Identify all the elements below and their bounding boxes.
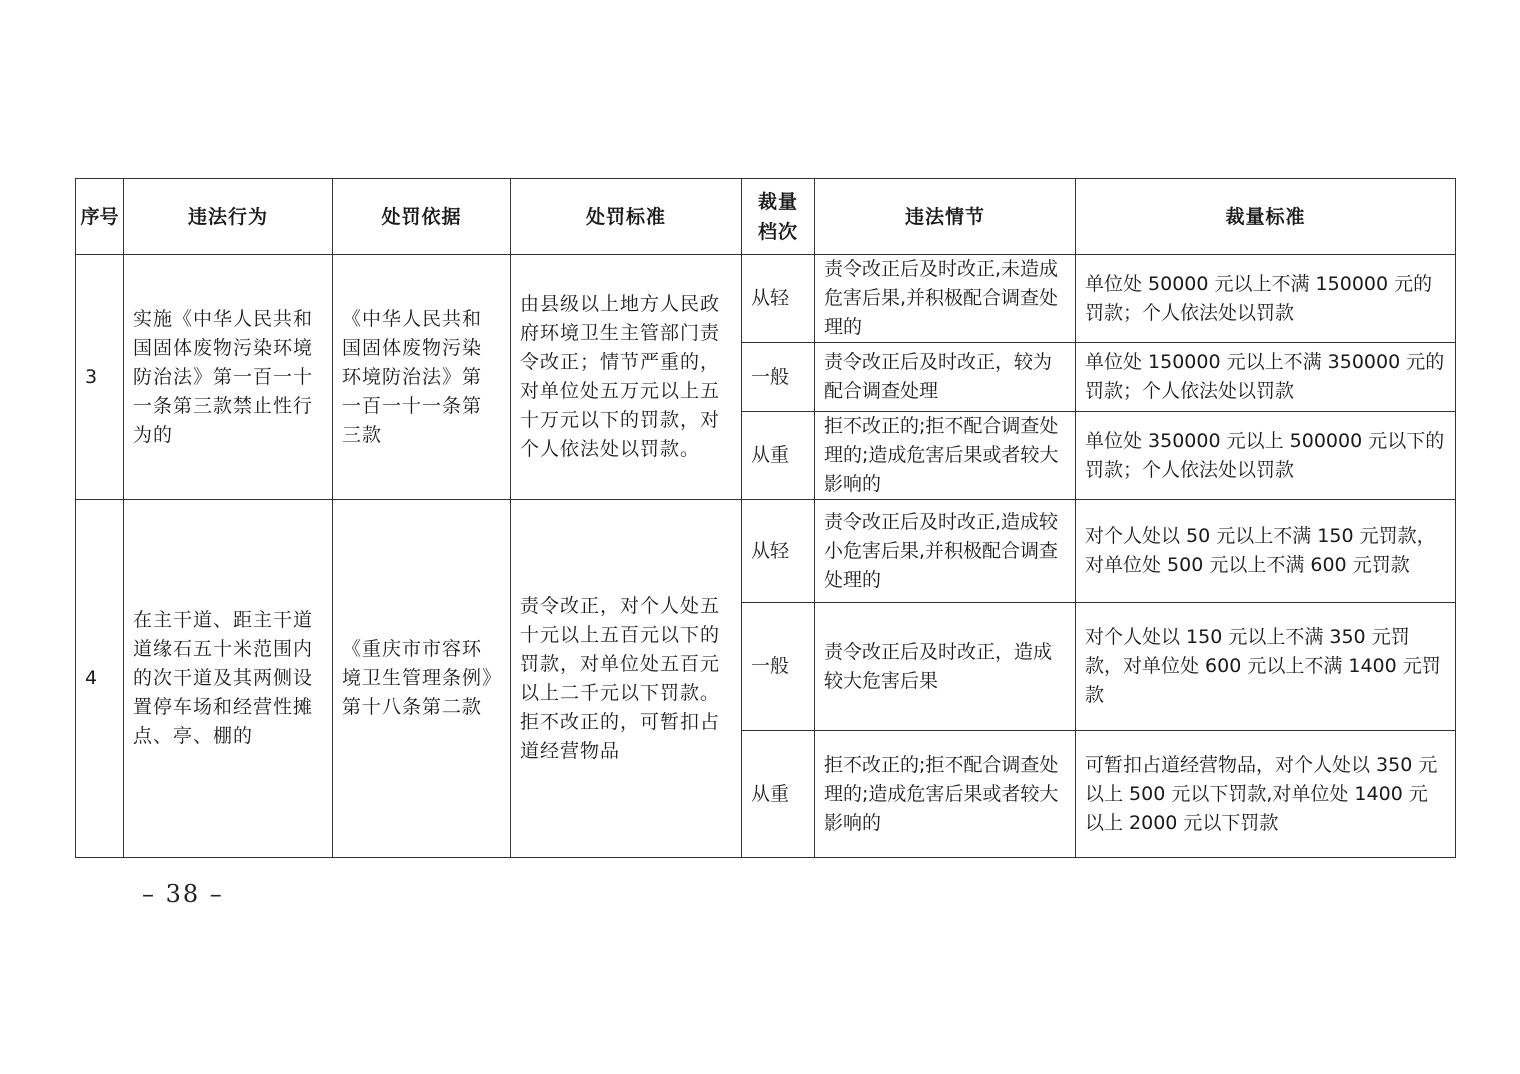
tier-level: 从重 <box>742 731 815 858</box>
tier-level: 一般 <box>742 603 815 731</box>
tier-level: 从轻 <box>742 255 815 343</box>
table-row <box>76 255 1456 343</box>
row-basis: 《重庆市市容环境卫生管理条例》第十八条第二款 <box>333 500 511 858</box>
tier-discretion: 对个人处以 50 元以上不满 150 元罚款，对单位处 500 元以上不满 600 元罚款 <box>1076 500 1456 603</box>
header-circumstance: 违法情节 <box>815 179 1076 255</box>
row-seq: 3 <box>76 255 124 500</box>
row-standard: 由县级以上地方人民政府环境卫生主管部门责令改正；情节严重的，对单位处五万元以上五十万元以下的罚款，对个人依法处以罚款。 <box>511 255 742 500</box>
tier-level: 一般 <box>742 343 815 412</box>
tier-discretion: 单位处 150000 元以上不满 350000 元的罚款；个人依法处以罚款 <box>1076 343 1456 412</box>
row-standard: 责令改正，对个人处五十元以上五百元以下的罚款，对单位处五百元以上二千元以下罚款。拒不改正的，可暂扣占道经营物品 <box>511 500 742 858</box>
tier-circumstance: 责令改正后及时改正,造成较小危害后果,并积极配合调查处理的 <box>815 500 1076 603</box>
tier-discretion: 对个人处以 150 元以上不满 350 元罚款，对单位处 600 元以上不满 1400 元罚款 <box>1076 603 1456 731</box>
header-discretion: 裁量标准 <box>1076 179 1456 255</box>
page-number: – 38 – <box>142 880 224 908</box>
row-violation: 在主干道、距主干道道缘石五十米范围内的次干道及其两侧设置停车场和经营性摊点、亭、棚的 <box>124 500 333 858</box>
header-violation: 违法行为 <box>124 179 333 255</box>
tier-level: 从重 <box>742 412 815 500</box>
tier-circumstance: 拒不改正的;拒不配合调查处理的;造成危害后果或者较大影响的 <box>815 731 1076 858</box>
tier-circumstance: 责令改正后及时改正,未造成危害后果,并积极配合调查处理的 <box>815 255 1076 343</box>
row-violation: 实施《中华人民共和国固体废物污染环境防治法》第一百一十一条第三款禁止性行为的 <box>124 255 333 500</box>
header-standard: 处罚标准 <box>511 179 742 255</box>
tier-circumstance: 拒不改正的;拒不配合调查处理的;造成危害后果或者较大影响的 <box>815 412 1076 500</box>
header-seq: 序号 <box>76 179 124 255</box>
tier-discretion: 可暂扣占道经营物品，对个人处以 350 元以上 500 元以下罚款,对单位处 1400 元以上 2000 元以下罚款 <box>1076 731 1456 858</box>
header-level: 裁量档次 <box>742 179 815 255</box>
tier-circumstance: 责令改正后及时改正，较为配合调查处理 <box>815 343 1076 412</box>
row-seq: 4 <box>76 500 124 858</box>
table-row <box>76 500 1456 603</box>
tier-discretion: 单位处 50000 元以上不满 150000 元的罚款；个人依法处以罚款 <box>1076 255 1456 343</box>
tier-discretion: 单位处 350000 元以上 500000 元以下的罚款；个人依法处以罚款 <box>1076 412 1456 500</box>
header-row <box>76 179 1456 255</box>
penalty-discretion-table <box>75 178 1456 858</box>
header-basis: 处罚依据 <box>333 179 511 255</box>
row-basis: 《中华人民共和国固体废物污染环境防治法》第一百一十一条第三款 <box>333 255 511 500</box>
tier-circumstance: 责令改正后及时改正，造成较大危害后果 <box>815 603 1076 731</box>
tier-level: 从轻 <box>742 500 815 603</box>
